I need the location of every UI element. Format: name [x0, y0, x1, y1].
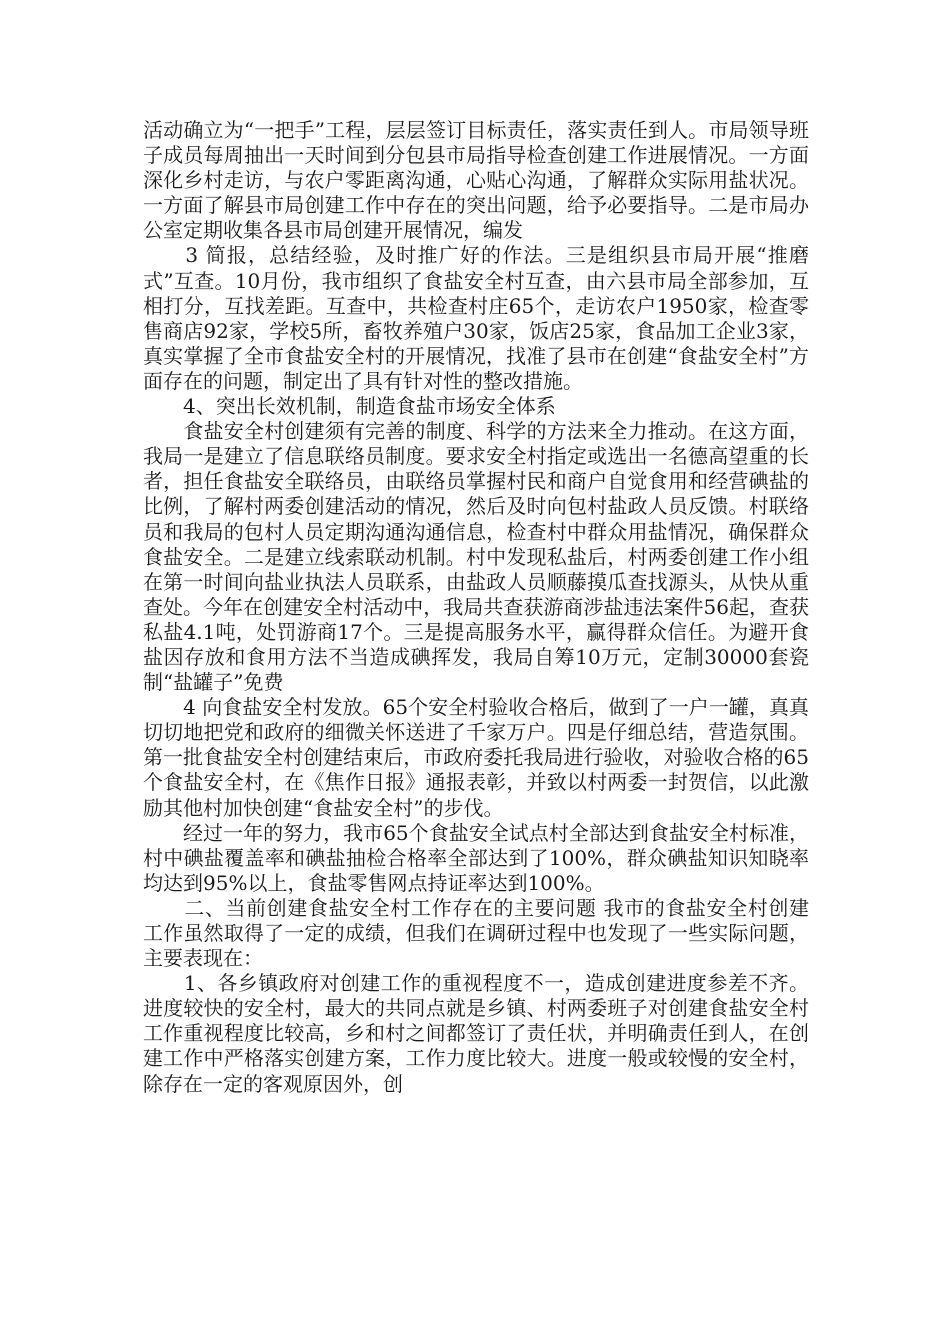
document-page	[143, 118, 809, 1097]
paragraph-4: 食盐安全村创建须有完善的制度、科学的方法来全力推动。在这方面，我局一是建立了信息联络员制度。要求安全村指定或选出一名德高望重的长者，担任食盐安全联络员，由联络员掌握村民和商户自觉食用和经营碘盐的比例，了解村两委创建活动的情况，然后及时向包村盐政人员反馈。村联络员和我局的包村人员定期沟通沟通信息，检查村中群众用盐情况，确保群众食盐安全。二是建立线索联动机制。村中发现私盐后，村两委创建工作小组在第一时间向盐业执法人员联系，由盐政人员顺藤摸瓜查找源头，从快从重查处。今年在创建安全村活动中，我局共查获游商涉盐违法案件56起，查获私盐4.1吨，处罚游商17个。三是提高服务水平，赢得群众信任。为避开食盐因存放和食用方法不当造成碘挥发，我局自筹10万元，定制30000套瓷制“盐罐子”免费	[143, 419, 809, 695]
paragraph-8: 1、各乡镇政府对创建工作的重视程度不一，造成创建进度参差不齐。进度较快的安全村，最大的共同点就是乡镇、村两委班子对创建食盐安全村工作重视程度比较高，乡和村之间都签订了责任状，并明确责任到人，在创建工作中严格落实创建方案，工作力度比较大。进度一般或较慢的安全村，除存在一定的客观原因外，创	[143, 971, 809, 1096]
paragraph-7: 二、当前创建食盐安全村工作存在的主要问题 我市的食盐安全村创建工作虽然取得了一定的成绩，但我们在调研过程中也发现了一些实际问题，主要表现在：	[143, 895, 809, 971]
paragraph-5: 4 向食盐安全村发放。65个安全村验收合格后，做到了一户一罐，真真切切地把党和政府的细微关怀送进了千家万户。四是仔细总结，营造氛围。第一批食盐安全村创建结束后，市政府委托我局进行验收，对验收合格的65个食盐安全村，在《焦作日报》通报表彰，并致以村两委一封贺信，以此激励其他村加快创建“食盐安全村”的步伐。	[143, 695, 809, 820]
paragraph-1: 活动确立为“一把手”工程，层层签订目标责任，落实责任到人。市局领导班子成员每周抽出一天时间到分包县市局指导检查创建工作进展情况。一方面深化乡村走访，与农户零距离沟通，心贴心沟通，了解群众实际用盐状况。一方面了解县市局创建工作中存在的突出问题，给予必要指导。二是市局办公室定期收集各县市局创建开展情况，编发	[143, 118, 809, 243]
paragraph-6: 经过一年的努力，我市65个食盐安全试点村全部达到食盐安全村标准，村中碘盐覆盖率和碘盐抽检合格率全部达到了100%，群众碘盐知识知晓率均达到95%以上，食盐零售网点持证率达到100%。	[143, 820, 809, 895]
paragraph-2: 3 简报，总结经验，及时推广好的作法。三是组织县市局开展“推磨式”互查。10月份，我市组织了食盐安全村互查，由六县市局全部参加，互相打分，互找差距。互查中，共检查村庄65个，走访农户1950家，检查零售商店92家，学校5所，畜牧养殖户30家，饭店25家，食品加工企业3家，真实掌握了全市食盐安全村的开展情况，找准了县市在创建“食盐安全村”方面存在的问题，制定出了具有针对性的整改措施。	[143, 243, 809, 393]
paragraph-3-heading: 4、突出长效机制，制造食盐市场安全体系	[143, 394, 556, 419]
